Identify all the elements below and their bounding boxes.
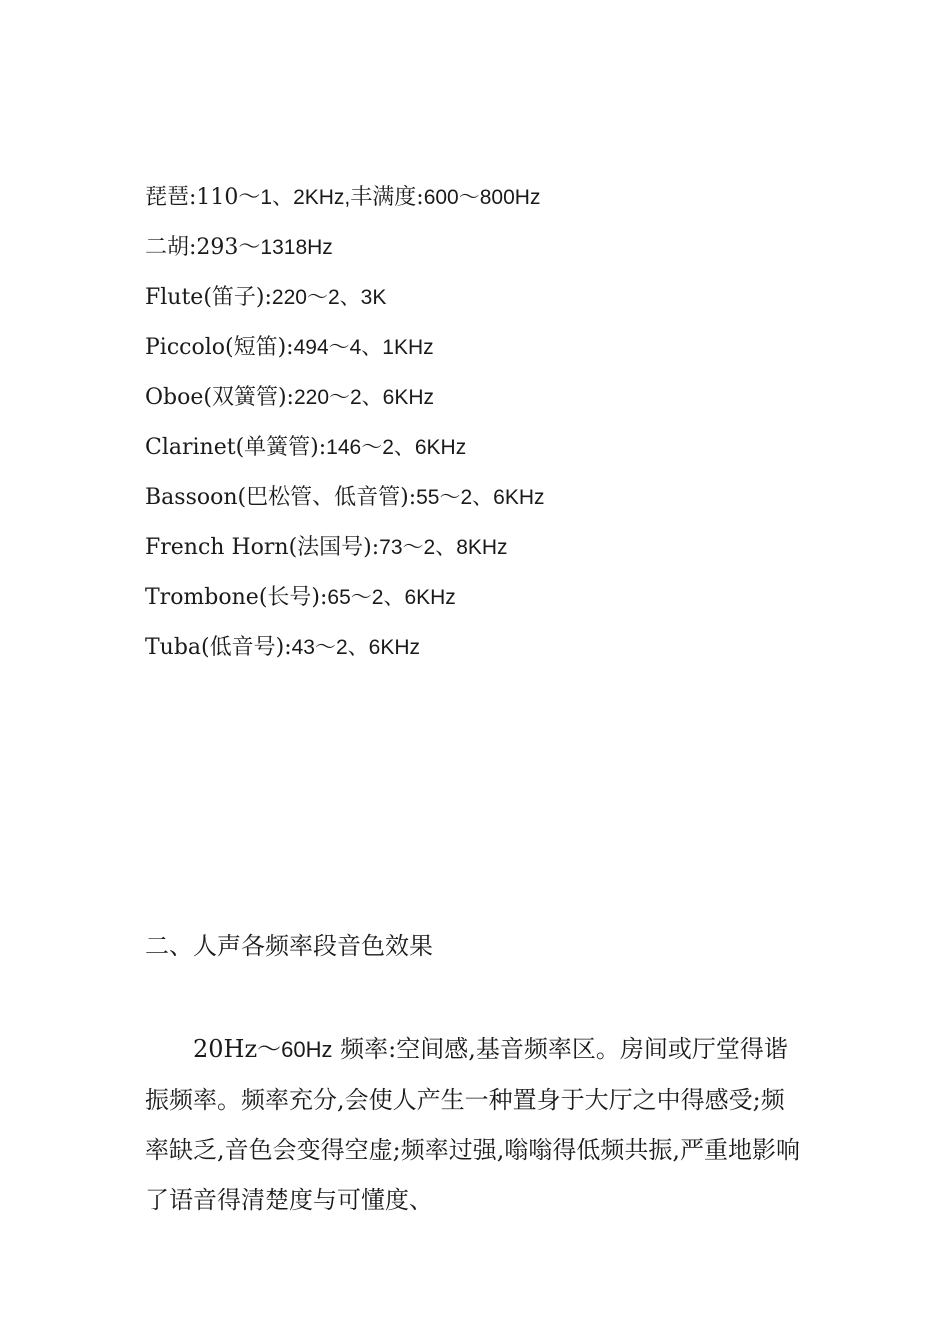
list-item: 琵琶:110～1、2KHz,丰满度:600～800Hz <box>145 185 541 210</box>
list-item: Flute(笛子):220～2、3K <box>145 285 387 310</box>
list-item: Trombone(长号):65～2、6KHz <box>145 585 456 610</box>
list-item: Clarinet(单簧管):146～2、6KHz <box>145 435 467 460</box>
para-range: 60Hz <box>281 1037 333 1062</box>
instrument-frequency-list <box>145 178 845 678</box>
list-item: Tuba(低音号):43～2、6KHz <box>145 635 421 660</box>
para-body: 频率:空间感,基音频率区。房间或厅堂得谐振频率。频率充分,会使人产生一种置身于大厅之中得感受;频率缺乏,音色会变得空虚;频率过强,嗡嗡得低频共振,严重地影响了语音得清楚度与可懂度、 <box>145 1035 800 1214</box>
list-item: Piccolo(短笛):494～4、1KHz <box>145 335 434 360</box>
list-item: Oboe(双簧管):220～2、6KHz <box>145 385 435 410</box>
list-item: 二胡:293～1318Hz <box>145 235 333 260</box>
para-lead: 20Hz～ <box>193 1035 282 1063</box>
list-item: Bassoon(巴松管、低音管):55～2、6KHz <box>145 485 545 510</box>
body-paragraph <box>145 1024 805 1225</box>
section-heading: 二、人声各频率段音色效果 <box>145 932 433 960</box>
list-item: French Horn(法国号):73～2、8KHz <box>145 535 508 560</box>
